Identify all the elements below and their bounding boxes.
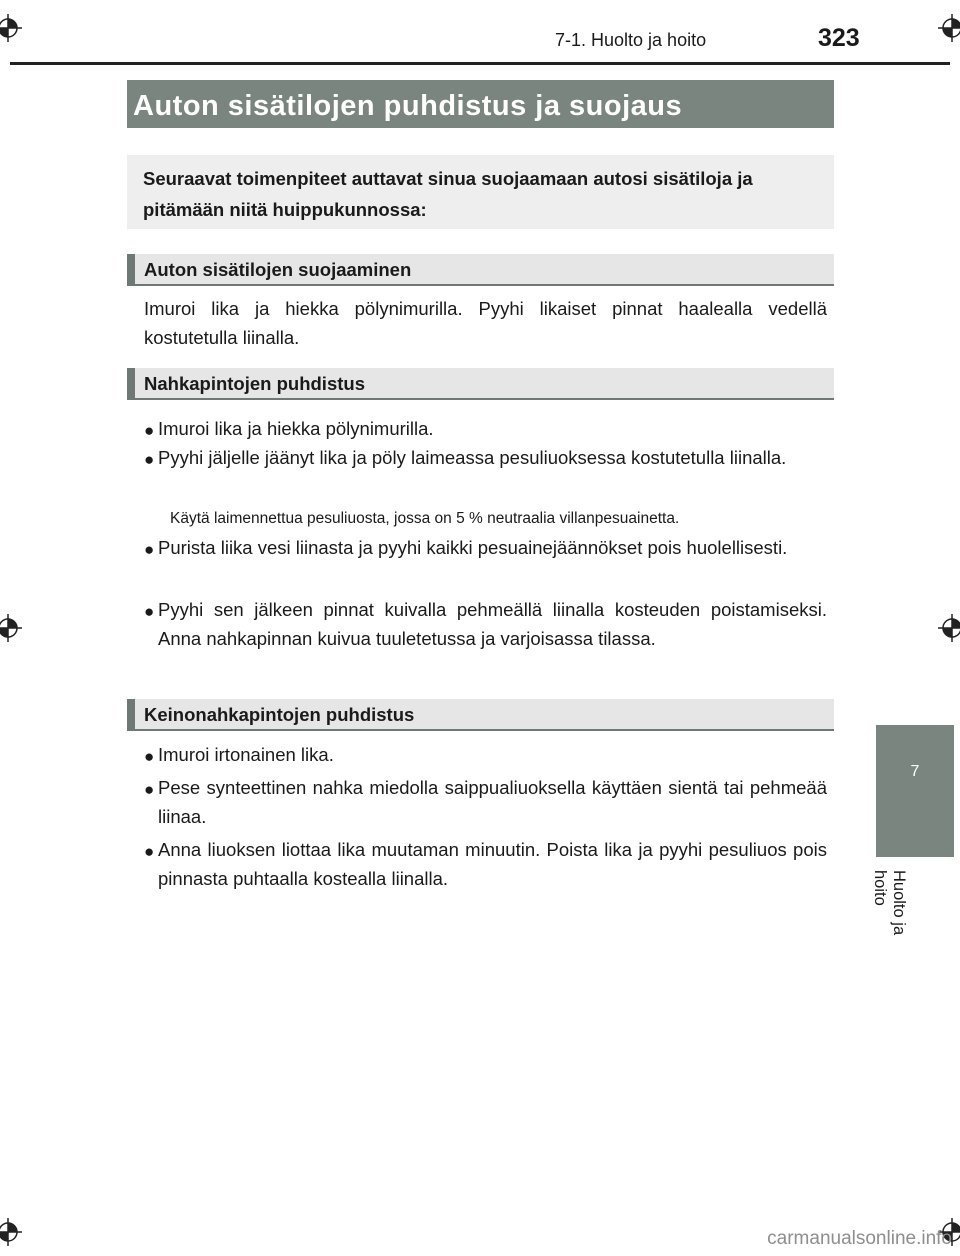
list-item-text: Pyyhi jäljelle jäänyt lika ja pöly laimeassa pesuliuoksessa kostutetulla liinalla. [158,447,787,468]
section-heading: 7-1. Huolto ja hoito [555,30,707,50]
intro-text: Seuraavat toimenpiteet auttavat sinua suojaamaan autosi sisätiloja ja pitämään niitä huippukunnossa: [143,168,753,220]
chapter-number: 7 [910,763,920,780]
page-title: Auton sisätilojen puhdistus ja suojaus [127,80,834,128]
bullet-icon: ● [144,450,155,469]
list-item-text: Pese synteettinen nahka miedolla saippualiuoksella käyttäen sientä tai pehmeää liinaa. [158,777,827,827]
list-item-text: Purista liika vesi liinasta ja pyyhi kaikki pesuainejäännökset pois huolellisesti. [158,537,788,558]
header-divider [10,62,950,65]
list-item [127,773,827,831]
list-item-text: Anna liuoksen liottaa lika muutaman minuutin. Poista lika ja pyyhi pesuliuos pois pinnasta puhtaalla kostealla liinalla. [158,839,827,889]
body-paragraph: Imuroi lika ja hiekka pölynimurilla. Pyyhi likaiset pinnat haalealla vedellä kostutetulla liinalla. [144,298,827,348]
bullet-icon: ● [144,602,155,621]
list-item-text: Imuroi lika ja hiekka pölynimurilla. [158,418,434,439]
list-item [127,443,827,472]
bullet-icon: ● [144,780,155,799]
subsection-heading: Auton sisätilojen suojaaminen [127,254,834,286]
intro-box [127,155,834,229]
registration-mark-icon [938,14,960,42]
watermark: carmanualsonline.info [767,1228,952,1249]
list-item-text: Pyyhi sen jälkeen pinnat kuivalla pehmeällä liinalla kosteuden poistamiseksi. Anna nahkapinnan kuivua tuuletetussa ja varjoisassa tilassa. [158,599,827,649]
list-item [127,414,827,443]
note-text: Käytä laimennettua pesuliuosta, jossa on 5 % neutraalia villanpesuainetta. [170,510,680,527]
chapter-label: Huolto ja hoito [871,870,908,936]
chapter-tab [876,725,954,857]
bullet-icon: ● [144,842,155,861]
registration-mark-icon [0,1218,22,1246]
list-item [127,740,827,769]
list-item [127,533,827,562]
page-number: 323 [818,24,860,52]
registration-mark-icon [0,14,22,42]
subsection-heading: Keinonahkapintojen puhdistus [127,699,834,731]
list-item [127,595,827,653]
subsection-heading: Nahkapintojen puhdistus [127,368,834,400]
registration-mark-icon [938,614,960,642]
bullet-icon: ● [144,747,155,766]
bullet-icon: ● [144,421,155,440]
list-item [127,835,827,893]
registration-mark-icon [0,614,22,642]
bullet-icon: ● [144,540,155,559]
list-item-text: Imuroi irtonainen lika. [158,744,334,765]
